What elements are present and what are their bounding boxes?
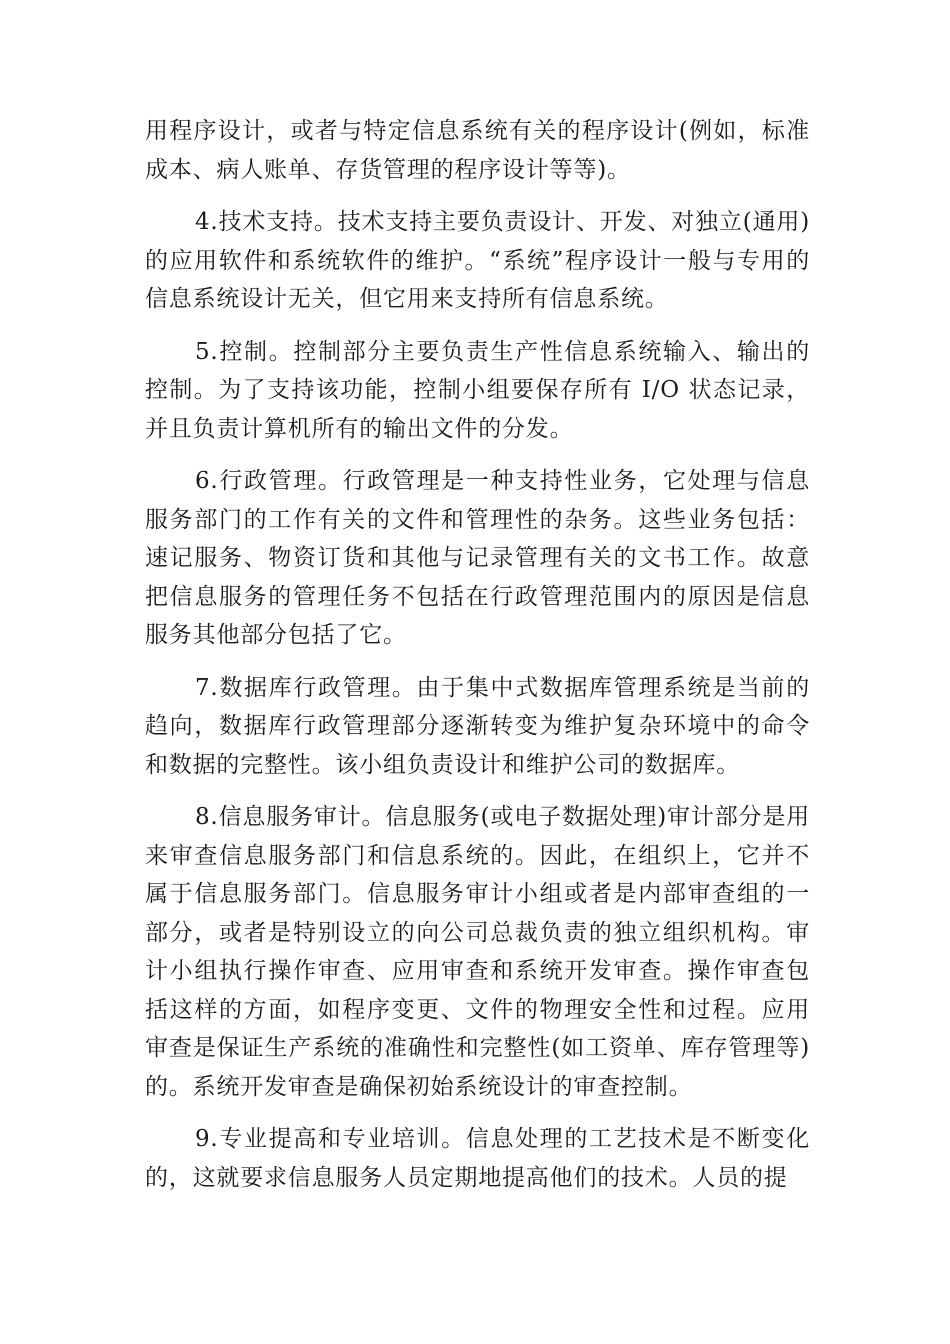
paragraph-administration: 6.行政管理。行政管理是一种支持性业务，它处理与信息服务部门的工作有关的文件和管理性的杂务。这些业务包括：速记服务、物资订货和其他与记录管理有关的文书工作。故意把信息服务的管理任务不包括在行政管理范围内的原因是信息服务其他部分包括了它。	[145, 468, 810, 648]
document-body	[145, 112, 810, 1211]
paragraph-continuation: 用程序设计，或者与特定信息系统有关的程序设计(例如，标准成本、病人账单、存货管理的程序设计等等)。	[145, 118, 810, 183]
paragraph-database-administration: 7.数据库行政管理。由于集中式数据库管理系统是当前的趋向，数据库行政管理部分逐渐转变为维护复杂环境中的命令和数据的完整性。该小组负责设计和维护公司的数据库。	[145, 674, 810, 778]
paragraph-technical-support: 4.技术支持。技术支持主要负责设计、开发、对独立(通用)的应用软件和系统软件的维护。“系统”程序设计一般与专用的信息系统设计无关，但它用来支持所有信息系统。	[145, 209, 810, 312]
paragraph-control: 5.控制。控制部分主要负责生产性信息系统输入、输出的控制。为了支持该功能，控制小组要保存所有 I/O 状态记录，并且负责计算机所有的输出文件的分发。	[145, 338, 810, 442]
paragraph-information-services-audit: 8.信息服务审计。信息服务(或电子数据处理)审计部分是用来审查信息服务部门和信息系统的。因此，在组织上，它并不属于信息服务部门。信息服务审计小组或者是内部审查组的一部分，或者是特别设立的向公司总裁负责的独立组织机构。审计小组执行操作审查、应用审查和系统开发审查。操作审查包括这样的方面，如程序变更、文件的物理安全性和过程。应用审查是保证生产系统的准确性和完整性(如工资单、库存管理等)的。系统开发审查是确保初始系统设计的审查控制。	[145, 804, 810, 1100]
paragraph-professional-training: 9.专业提高和专业培训。信息处理的工艺技术是不断变化的，这就要求信息服务人员定期地提高他们的技术。人员的提	[145, 1126, 810, 1191]
